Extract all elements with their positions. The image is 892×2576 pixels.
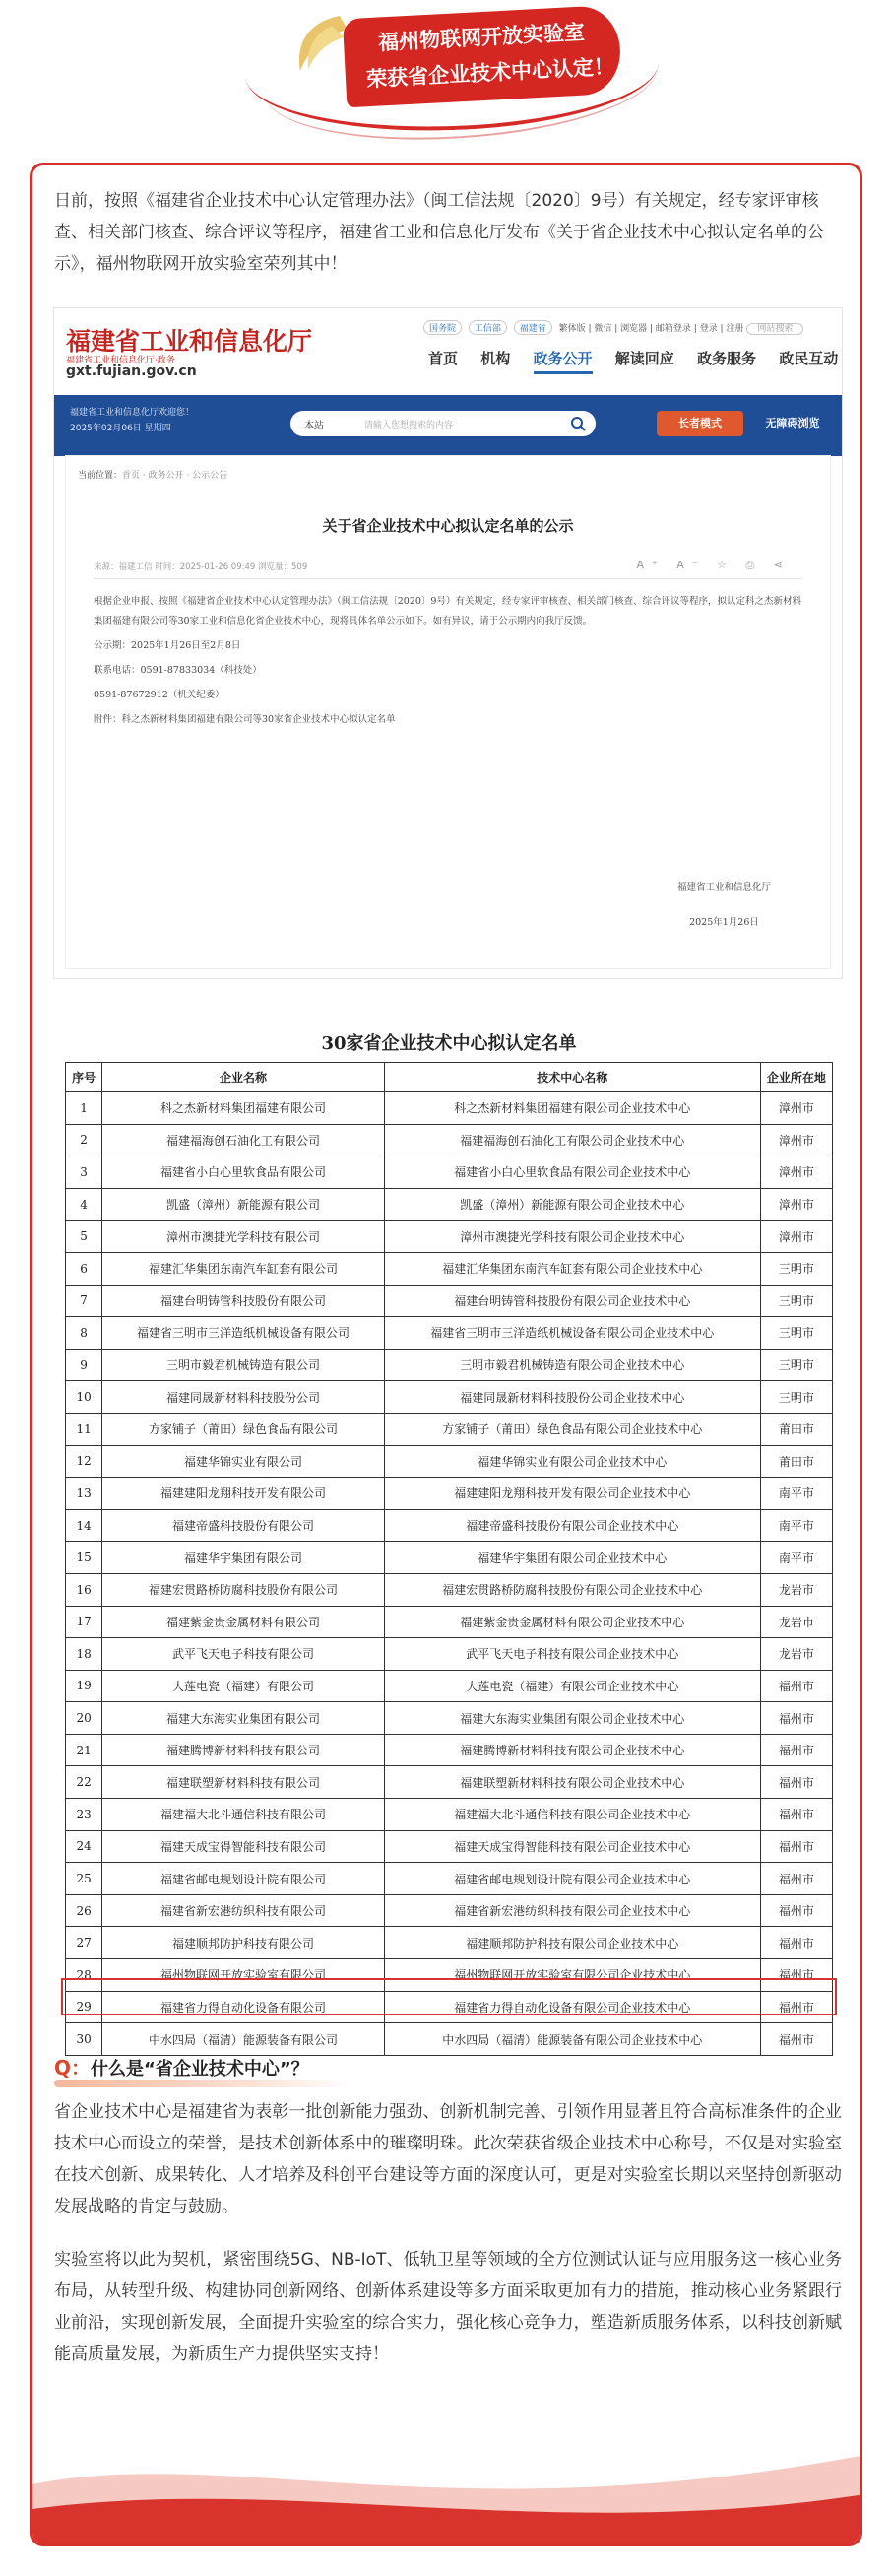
header-company: 企业名称 <box>102 1063 385 1092</box>
cell-no: 18 <box>66 1638 102 1671</box>
cell-center: 武平飞天电子科技有限公司企业技术中心 <box>384 1638 760 1671</box>
cell-no: 20 <box>66 1702 102 1735</box>
cell-no: 9 <box>66 1349 102 1381</box>
cell-company: 福建宏贯路桥防腐科技股份有限公司 <box>102 1573 385 1606</box>
cell-center: 福建联塑新材料科技有限公司企业技术中心 <box>384 1766 760 1799</box>
cell-no: 1 <box>66 1092 102 1125</box>
table-row <box>66 1830 833 1863</box>
announcement-meta: 来源：福建工信 时间：2025-01-26 09:49 浏览量：509 <box>94 562 308 572</box>
cell-city: 三明市 <box>760 1252 832 1285</box>
cell-city: 龙岩市 <box>760 1638 832 1671</box>
cell-city: 南平市 <box>760 1509 832 1542</box>
cell-center: 福建省邮电规划设计院有限公司企业技术中心 <box>384 1863 760 1895</box>
cell-no: 16 <box>66 1573 102 1606</box>
article-frame <box>30 163 862 2546</box>
nav-item-gov-open[interactable]: 政务公开 <box>534 350 593 374</box>
cell-city: 龙岩市 <box>760 1573 832 1606</box>
cell-city: 莆田市 <box>760 1413 832 1445</box>
announcement-signature <box>677 870 771 941</box>
page-tools[interactable]: A⁺ A⁻ ☆ ⎙ ⋖ <box>636 559 791 571</box>
cell-city: 漳州市 <box>760 1188 832 1221</box>
util-search[interactable]: 网站搜索 <box>746 323 803 335</box>
cell-no: 6 <box>66 1252 102 1285</box>
cell-no: 13 <box>66 1478 102 1510</box>
table-row <box>66 2023 833 2056</box>
cell-company: 科之杰新材料集团福建有限公司 <box>102 1092 385 1125</box>
answer-paragraph-1: 省企业技术中心是福建省为表彰一批创新能力强劲、创新机制完善、引领作用显著且符合高标准条件的企业技术中心而设立的荣誉，是技术创新体系中的璀璨明珠。此次荣获省级企业技术中心称号，不仅是对实验室在技术创新、成果转化、人才培养及科创平台建设等方面的深度认可，更是对实验室长期以来坚持创新驱动发展战略的肯定与鼓励。 <box>54 2102 842 2216</box>
breadcrumb-label: 当前位置： <box>78 471 123 481</box>
cell-center: 福州物联网开放实验室有限公司企业技术中心 <box>384 1959 760 1992</box>
breadcrumb-path[interactable]: 首页 · 政务公开 · 公示公告 <box>122 471 228 481</box>
cell-company: 福建省邮电规划设计院有限公司 <box>102 1863 385 1895</box>
table-row <box>66 1381 833 1414</box>
table-header-row <box>66 1063 833 1092</box>
table-row <box>66 1252 833 1285</box>
cell-city: 福州市 <box>760 1927 832 1959</box>
cell-no: 28 <box>66 1959 102 1992</box>
breadcrumb <box>78 468 227 481</box>
table-row <box>66 1349 833 1381</box>
utility-bar <box>423 320 803 335</box>
cell-no: 27 <box>66 1927 102 1959</box>
cell-company: 福建福大北斗通信科技有限公司 <box>102 1799 385 1831</box>
cell-no: 24 <box>66 1830 102 1863</box>
cell-center: 方家铺子（莆田）绿色食品有限公司企业技术中心 <box>384 1413 760 1445</box>
announcement-attachment[interactable]: 附件：科之杰新材料集团福建有限公司等30家省企业技术中心拟认定名单 <box>94 714 396 725</box>
cell-center: 福建省三明市三洋造纸机械设备有限公司企业技术中心 <box>384 1317 760 1350</box>
cell-city: 三明市 <box>760 1285 832 1317</box>
cell-no: 21 <box>66 1734 102 1766</box>
announcement-period: 公示期：2025年1月26日至2月8日 <box>94 640 241 651</box>
welcome-text <box>70 405 194 436</box>
cell-no: 19 <box>66 1670 102 1702</box>
cell-company: 福建华锦实业有限公司 <box>102 1445 385 1478</box>
cell-city: 福州市 <box>760 1991 832 2023</box>
util-pill[interactable]: 福建省 <box>514 320 552 335</box>
cell-center: 福建福海创石油化工有限公司企业技术中心 <box>384 1124 760 1156</box>
table-row <box>66 1573 833 1606</box>
welcome-line: 福建省工业和信息化厅欢迎您！ <box>70 408 195 418</box>
cell-center: 福建宏贯路桥防腐科技股份有限公司企业技术中心 <box>384 1573 760 1606</box>
cell-center: 福建省力得自动化设备有限公司企业技术中心 <box>384 1991 760 2023</box>
question-underline <box>54 2080 350 2087</box>
table-row <box>66 1445 833 1478</box>
cell-city: 福州市 <box>760 1799 832 1831</box>
cell-no: 11 <box>66 1413 102 1445</box>
header-city: 企业所在地 <box>760 1063 832 1092</box>
cell-no: 2 <box>66 1124 102 1156</box>
table-row <box>66 1542 833 1574</box>
table-row <box>66 1092 833 1125</box>
cell-company: 中水四局（福清）能源装备有限公司 <box>102 2023 385 2056</box>
cell-city: 三明市 <box>760 1381 832 1414</box>
nav-item-services[interactable]: 政务服务 <box>697 350 757 367</box>
cell-city: 莆田市 <box>760 1445 832 1478</box>
date-line: 2025年02月06日 星期四 <box>70 424 171 433</box>
cell-company: 福建天成宝得智能科技有限公司 <box>102 1830 385 1863</box>
cell-company: 大莲电瓷（福建）有限公司 <box>102 1670 385 1702</box>
cell-no: 22 <box>66 1766 102 1799</box>
table-row <box>66 1124 833 1156</box>
cell-city: 漳州市 <box>760 1156 832 1189</box>
banner-title-line1: 福州物联网开放实验室 <box>377 20 586 55</box>
announcement-page <box>66 456 830 968</box>
search-scope[interactable]: 本站 <box>304 421 324 431</box>
cell-center: 福建华锦实业有限公司企业技术中心 <box>384 1445 760 1478</box>
search-input[interactable] <box>290 411 596 436</box>
bottom-wave-decoration <box>32 2415 862 2543</box>
search-placeholder: 请输入您想搜索的内容 <box>364 421 454 430</box>
cell-city: 福州市 <box>760 1863 832 1895</box>
cell-city: 南平市 <box>760 1542 832 1574</box>
cell-company: 福建腾博新材料科技有限公司 <box>102 1734 385 1766</box>
cell-center: 福建大东海实业集团有限公司企业技术中心 <box>384 1702 760 1735</box>
cell-no: 5 <box>66 1221 102 1253</box>
cell-no: 17 <box>66 1606 102 1638</box>
cell-no: 4 <box>66 1188 102 1221</box>
util-links[interactable]: 繁体版 | 微信 | 浏览器 | 邮箱登录 | 登录 | 注册 <box>558 324 744 334</box>
cell-company: 福建华宇集团有限公司 <box>102 1542 385 1574</box>
table-row <box>66 1188 833 1221</box>
cell-company: 福建紫金贵金属材料有限公司 <box>102 1606 385 1638</box>
announcement-title: 关于省企业技术中心拟认定名单的公示 <box>322 517 574 535</box>
elder-mode-button[interactable]: 长者模式 <box>657 411 743 436</box>
cell-city: 三明市 <box>760 1349 832 1381</box>
table-row <box>66 1799 833 1831</box>
nav-item-interpret[interactable]: 解读回应 <box>614 350 674 367</box>
table-row <box>66 1638 833 1671</box>
cell-no: 10 <box>66 1381 102 1414</box>
cell-company: 福建大东海实业集团有限公司 <box>102 1702 385 1735</box>
cell-company: 福建帝盛科技股份有限公司 <box>102 1509 385 1542</box>
site-subtitle: 福建省工业和信息化厅·政务 <box>66 356 175 365</box>
cell-company: 福建省新宏港纺织科技有限公司 <box>102 1894 385 1927</box>
cell-company: 福建省力得自动化设备有限公司 <box>102 1991 385 2023</box>
cell-company: 福建同晟新材料科技股份公司 <box>102 1381 385 1414</box>
cell-no: 23 <box>66 1799 102 1831</box>
cell-city: 南平市 <box>760 1478 832 1510</box>
cell-no: 26 <box>66 1894 102 1927</box>
table-row <box>66 1670 833 1702</box>
table-row <box>66 1606 833 1638</box>
cell-no: 15 <box>66 1542 102 1574</box>
table-row <box>66 1766 833 1799</box>
cell-city: 福州市 <box>760 1702 832 1735</box>
cell-center: 福建汇华集团东南汽车缸套有限公司企业技术中心 <box>384 1252 760 1285</box>
cell-center: 福建帝盛科技股份有限公司企业技术中心 <box>384 1509 760 1542</box>
cell-center: 福建台明铸管科技股份有限公司企业技术中心 <box>384 1285 760 1317</box>
announcement-body <box>94 592 802 735</box>
table-row <box>66 1317 833 1350</box>
cell-company: 福建联塑新材料科技有限公司 <box>102 1766 385 1799</box>
cell-company: 福建省三明市三洋造纸机械设备有限公司 <box>102 1317 385 1350</box>
cell-no: 29 <box>66 1991 102 2023</box>
cell-center: 福建顺邦防护科技有限公司企业技术中心 <box>384 1927 760 1959</box>
cell-company: 凯盛（漳州）新能源有限公司 <box>102 1188 385 1221</box>
announcement-phone2: 0591-87672912（机关纪委） <box>94 690 224 700</box>
sign-date: 2025年1月26日 <box>689 917 759 928</box>
cell-company: 福建顺邦防护科技有限公司 <box>102 1927 385 1959</box>
cell-center: 大莲电瓷（福建）有限公司企业技术中心 <box>384 1670 760 1702</box>
cell-no: 7 <box>66 1285 102 1317</box>
table-row <box>66 1285 833 1317</box>
cell-no: 8 <box>66 1317 102 1350</box>
cell-city: 福州市 <box>760 2023 832 2056</box>
table-body <box>66 1092 833 2056</box>
header-center: 技术中心名称 <box>384 1063 760 1092</box>
cell-city: 福州市 <box>760 1894 832 1927</box>
site-url: gxt.fujian.gov.cn <box>66 363 197 379</box>
cell-company: 福建省小白心里软食品有限公司 <box>102 1156 385 1189</box>
cell-company: 方家铺子（莆田）绿色食品有限公司 <box>102 1413 385 1445</box>
main-nav <box>428 348 856 368</box>
cell-no: 12 <box>66 1445 102 1478</box>
table-row <box>66 1863 833 1895</box>
cell-company: 福建福海创石油化工有限公司 <box>102 1124 385 1156</box>
cell-city: 福州市 <box>760 1766 832 1799</box>
cell-no: 14 <box>66 1509 102 1542</box>
embedded-website-screenshot <box>54 308 842 978</box>
header-banner <box>0 0 892 148</box>
highlight-box <box>61 1978 837 2015</box>
cell-company: 福建汇华集团东南汽车缸套有限公司 <box>102 1252 385 1285</box>
cell-city: 三明市 <box>760 1317 832 1350</box>
cell-center: 福建华宇集团有限公司企业技术中心 <box>384 1542 760 1574</box>
cell-center: 漳州市澳捷光学科技有限公司企业技术中心 <box>384 1221 760 1253</box>
cell-no: 25 <box>66 1863 102 1895</box>
cell-company: 福建台明铸管科技股份有限公司 <box>102 1285 385 1317</box>
table-row <box>66 1413 833 1445</box>
header-no: 序号 <box>66 1063 102 1092</box>
table-row <box>66 1894 833 1927</box>
nav-item-interaction[interactable]: 政民互动 <box>779 350 839 367</box>
cell-company: 福州物联网开放实验室有限公司 <box>102 1959 385 1992</box>
cell-center: 福建省小白心里软食品有限公司企业技术中心 <box>384 1156 760 1189</box>
banner-title-line2: 荣获省企业技术中心认定！ <box>365 54 615 92</box>
cell-city: 漳州市 <box>760 1221 832 1253</box>
table-row <box>66 1509 833 1542</box>
table-row <box>66 1734 833 1766</box>
nav-item-home[interactable]: 首页 <box>428 350 459 367</box>
util-pill[interactable]: 国务院 <box>423 320 462 335</box>
divider <box>94 578 802 579</box>
announcement-phone: 联系电话：0591-87833034（科技处） <box>94 665 262 676</box>
cell-no: 30 <box>66 2023 102 2056</box>
cell-center: 科之杰新材料集团福建有限公司企业技术中心 <box>384 1092 760 1125</box>
table-row <box>66 1702 833 1735</box>
cell-city: 福州市 <box>760 1670 832 1702</box>
cell-city: 福州市 <box>760 1734 832 1766</box>
cell-company: 武平飞天电子科技有限公司 <box>102 1638 385 1671</box>
cell-center: 福建建阳龙翔科技开发有限公司企业技术中心 <box>384 1478 760 1510</box>
sign-org: 福建省工业和信息化厅 <box>676 882 771 892</box>
site-title: 福建省工业和信息化厅 <box>66 327 313 356</box>
cell-center: 三明市毅君机械铸造有限公司企业技术中心 <box>384 1349 760 1381</box>
question-text: 什么是“省企业技术中心”？ <box>91 2059 309 2080</box>
accessibility-button[interactable]: 无障碍浏览 <box>765 417 820 429</box>
table-title: 30家省企业技术中心拟认定名单 <box>321 1033 577 1054</box>
cell-center: 福建福大北斗通信科技有限公司企业技术中心 <box>384 1799 760 1831</box>
cell-company: 漳州市澳捷光学科技有限公司 <box>102 1221 385 1253</box>
cell-city: 漳州市 <box>760 1124 832 1156</box>
cell-city: 龙岩市 <box>760 1606 832 1638</box>
cell-center: 福建紫金贵金属材料有限公司企业技术中心 <box>384 1606 760 1638</box>
q-mark: Q： <box>54 2056 92 2080</box>
cell-center: 福建天成宝得智能科技有限公司企业技术中心 <box>384 1830 760 1863</box>
cell-center: 福建同晟新材料科技股份公司企业技术中心 <box>384 1381 760 1414</box>
table-row <box>66 1156 833 1189</box>
cell-company: 三明市毅君机械铸造有限公司 <box>102 1349 385 1381</box>
nav-item-org[interactable]: 机构 <box>480 350 511 367</box>
announcement-paragraph: 根据企业申报、按照《福建省企业技术中心认定管理办法》（闽工信法规〔2020〕9号）有关规定，经专家评审核查、相关部门核查、综合评议等程序，拟认定科之杰新材料集团福建有限公司等30家工业和信息化省企业技术中心，现将具体名单公示如下。如有异议，请于公示期内向我厅反馈。 <box>94 596 801 627</box>
cell-city: 漳州市 <box>760 1092 832 1125</box>
cell-center: 福建腾博新材料科技有限公司企业技术中心 <box>384 1734 760 1766</box>
website-search-bar <box>54 395 842 456</box>
util-pill[interactable]: 工信部 <box>469 320 507 335</box>
cell-center: 中水四局（福清）能源装备有限公司企业技术中心 <box>384 2023 760 2056</box>
table-row <box>66 1927 833 1959</box>
intro-paragraph: 日前，按照《福建省企业技术中心认定管理办法》（闽工信法规〔2020〕9号）有关规定，经专家评审核查、相关部门核查、综合评议等程序，福建省工业和信息化厅发布《关于省企业技术中心拟认定名单的公示》，福州物联网开放实验室荣列其中！ <box>54 191 824 274</box>
cell-company: 福建建阳龙翔科技开发有限公司 <box>102 1478 385 1510</box>
approval-list-table <box>65 1062 833 2056</box>
cell-city: 福州市 <box>760 1959 832 1992</box>
cell-city: 福州市 <box>760 1830 832 1863</box>
table-row <box>66 1221 833 1253</box>
table-row <box>66 1478 833 1510</box>
cell-center: 福建省新宏港纺织科技有限公司企业技术中心 <box>384 1894 760 1927</box>
cell-center: 凯盛（漳州）新能源有限公司企业技术中心 <box>384 1188 760 1221</box>
search-icon[interactable] <box>570 416 586 431</box>
question-heading <box>54 2052 309 2081</box>
website-header <box>54 308 842 385</box>
answer-paragraph-2: 实验室将以此为契机，紧密围绕5G、NB-IoT、低轨卫星等领域的全方位测试认证与应用服务这一核心业务布局，从转型升级、构建协同创新网络、创新体系建设等多方面采取更加有力的措施，推动核心业务紧跟行业前沿，实现创新发展，全面提升实验室的综合实力，强化核心竞争力，塑造新质服务体系，以科技创新赋能高质量发展，为新质生产力提供坚实支持！ <box>54 2250 842 2364</box>
cell-no: 3 <box>66 1156 102 1189</box>
